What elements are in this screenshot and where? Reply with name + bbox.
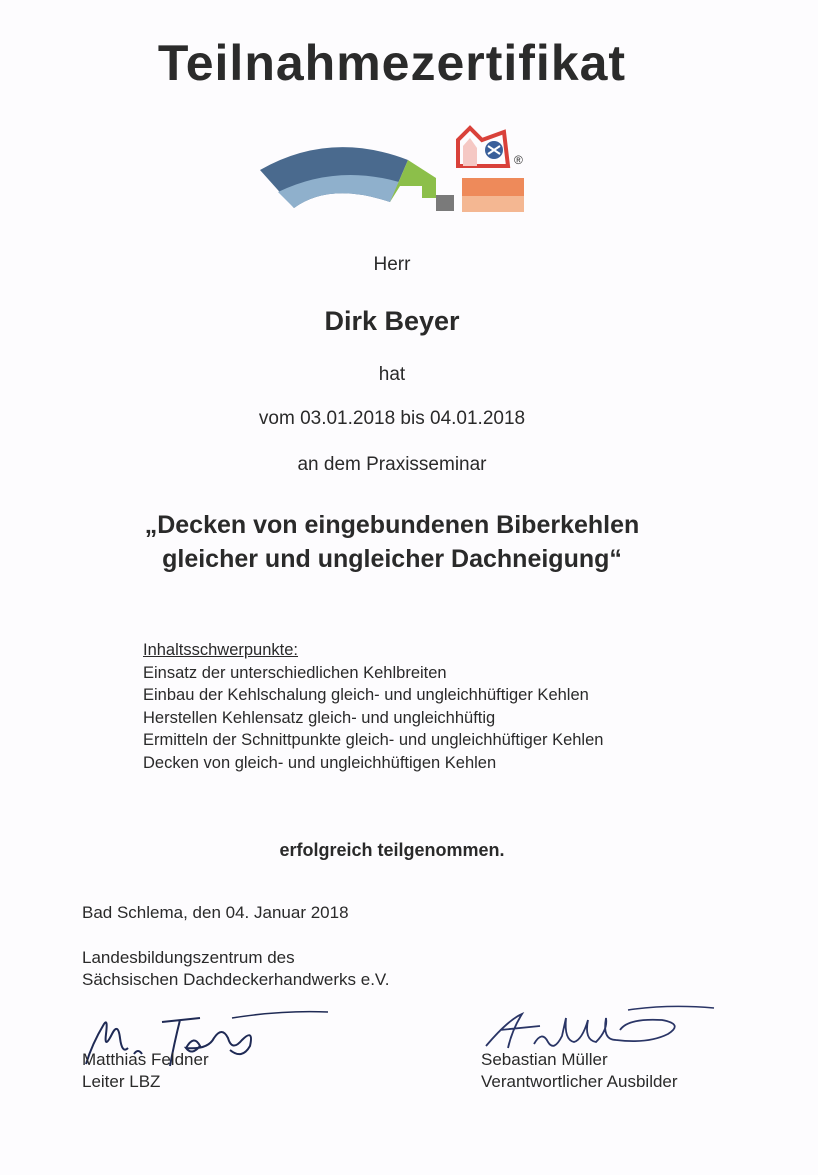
lbz-logo (258, 122, 530, 218)
org-line-2: Sächsischen Dachdeckerhandwerks e.V. (82, 970, 390, 989)
certificate-title: Teilnahmezertifikat (157, 35, 627, 91)
signer-right (481, 1049, 678, 1093)
place-date: Bad Schlema, den 04. Januar 2018 (82, 903, 349, 922)
seminar-title (0, 508, 784, 576)
topic-item: Decken von gleich- und ungleichhüftigen Kehlen (143, 753, 497, 772)
seminar-title-line-2: gleicher und ungleicher Dachneigung“ (162, 545, 622, 573)
issuing-organization (82, 947, 389, 991)
seminar-period: vom 03.01.2018 bis 04.01.2018 (258, 408, 526, 429)
registered-mark: ® (514, 153, 523, 167)
success-statement: erfolgreich teilgenommen. (279, 840, 505, 860)
topic-item: Ermitteln der Schnittpunkte gleich- und ungleichhüftiger Kehlen (143, 731, 604, 749)
topics-heading: Inhaltsschwerpunkte: (143, 641, 299, 659)
verb-hat: hat (378, 364, 406, 385)
seminar-title-line-1: „Decken von eingebundenen Biberkehlen (144, 511, 640, 539)
signer-name: Matthias Feldner (82, 1050, 209, 1069)
signer-role: Verantwortlicher Ausbilder (481, 1072, 678, 1091)
signer-role: Leiter LBZ (82, 1072, 161, 1091)
topic-item: Einsatz der unterschiedlichen Kehlbreiten (143, 663, 447, 682)
topics-list (143, 639, 603, 774)
org-line-1: Landesbildungszentrum des (82, 948, 295, 967)
signer-name: Sebastian Müller (481, 1050, 608, 1069)
participant-name: Dirk Beyer (324, 306, 460, 336)
seminar-intro: an dem Praxisseminar (297, 454, 487, 475)
salutation: Herr (373, 254, 411, 275)
topic-item: Einbau der Kehlschalung gleich- und ungleichhüftiger Kehlen (143, 686, 589, 704)
signer-left (82, 1049, 209, 1093)
topic-item: Herstellen Kehlensatz gleich- und ungleichhüftig (143, 708, 496, 727)
